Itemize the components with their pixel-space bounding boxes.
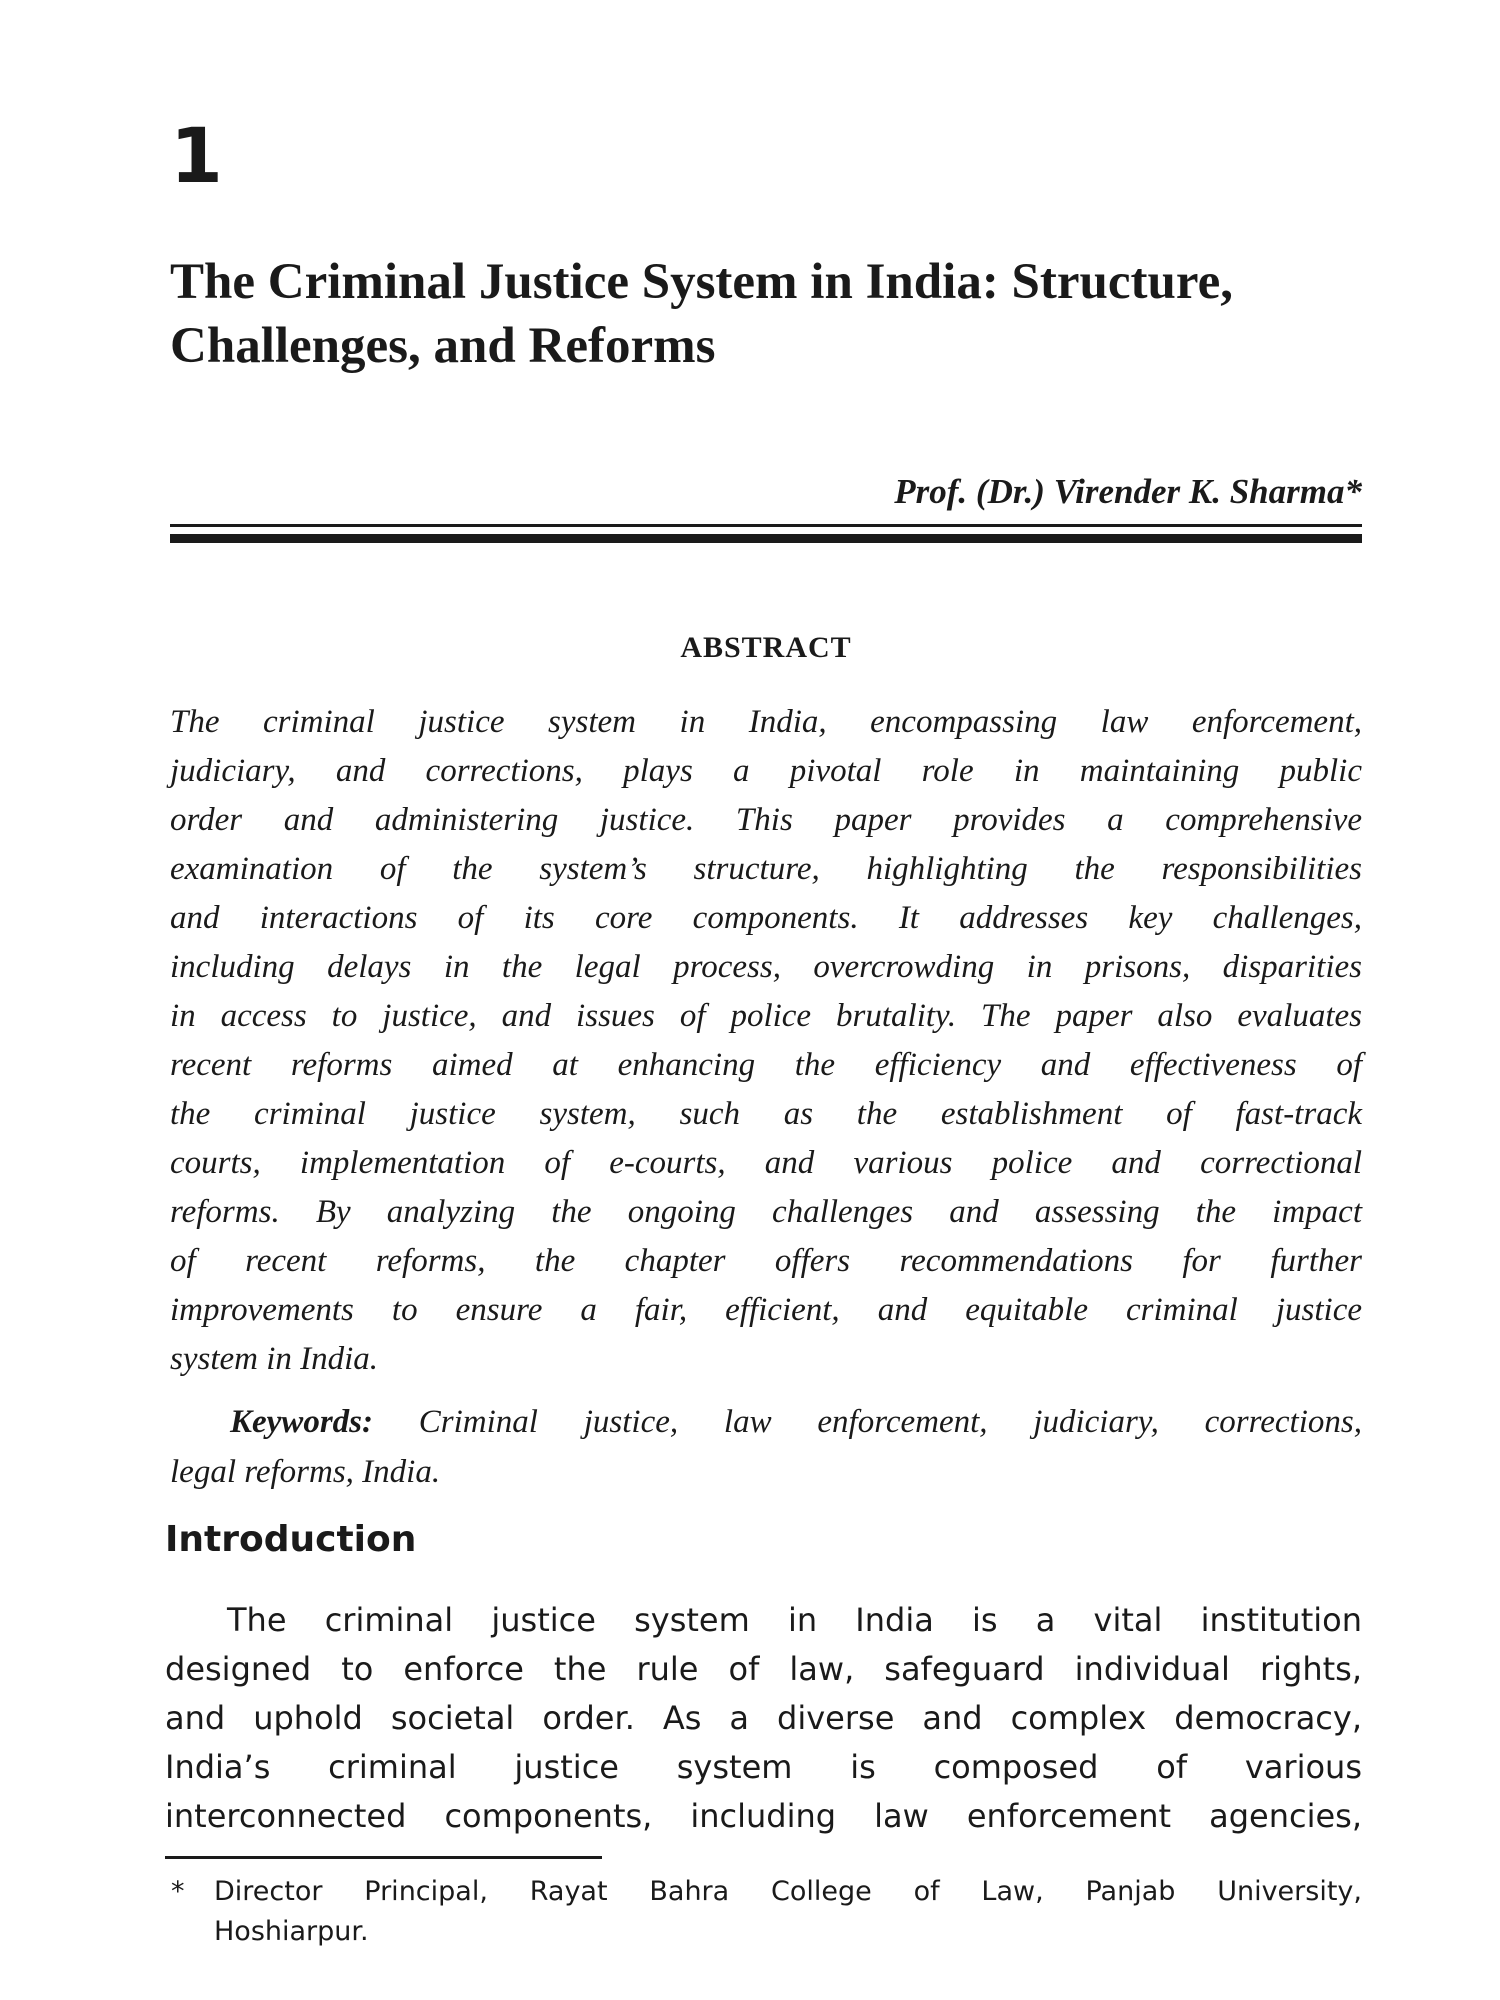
abstract-heading: ABSTRACT (680, 631, 852, 664)
keywords-text: Criminal justice, law enforcement, judiciary, corrections, (373, 1404, 1362, 1440)
abstract-line: of recent reforms, the chapter offers recommendations for further (170, 1243, 1362, 1279)
introduction-line: and uphold societal order. As a diverse and complex democracy, (165, 1699, 1362, 1737)
introduction-line: The criminal justice system in India is a vital institution (227, 1601, 1362, 1639)
introduction-line: India’s criminal justice system is composed of various (165, 1748, 1362, 1786)
introduction-line: interconnected components, including law enforcement agencies, (165, 1797, 1362, 1835)
abstract-line: improvements to ensure a fair, efficient, and equitable criminal justice (170, 1292, 1362, 1328)
footnote-rule (165, 1856, 602, 1859)
abstract-line: The criminal justice system in India, encompassing law enforcement, (170, 704, 1362, 740)
keywords (170, 1397, 1362, 1497)
author-name: Prof. (Dr.) Virender K. Sharma* (894, 472, 1362, 511)
keywords-line: legal reforms, India. (170, 1454, 441, 1490)
title-rule-thick (170, 534, 1362, 543)
keywords-label: Keywords: (230, 1404, 373, 1440)
chapter-number: 1 (170, 111, 223, 200)
abstract-line: in access to justice, and issues of police brutality. The paper also evaluates (170, 998, 1362, 1034)
abstract-line: the criminal justice system, such as the establishment of fast-track (170, 1096, 1362, 1132)
abstract-line: courts, implementation of e-courts, and various police and correctional (170, 1145, 1362, 1181)
abstract-body (170, 698, 1362, 1384)
chapter-title-line: Challenges, and Reforms (170, 318, 716, 374)
footnote-marker: * (171, 1876, 185, 1907)
abstract-line: reforms. By analyzing the ongoing challenges and assessing the impact (170, 1194, 1362, 1230)
abstract-line: examination of the system’s structure, highlighting the responsibilities (170, 851, 1362, 887)
footnote-line: Hoshiarpur. (214, 1916, 369, 1947)
introduction-body (165, 1596, 1362, 1841)
section-heading-introduction: Introduction (165, 1519, 417, 1560)
chapter-title-line: The Criminal Justice System in India: Structure, (170, 254, 1233, 310)
footnote-line: Director Principal, Rayat Bahra College of Law, Panjab University, (214, 1876, 1362, 1907)
abstract-line: judiciary, and corrections, plays a pivotal role in maintaining public (170, 753, 1362, 789)
abstract-line: and interactions of its core components. It addresses key challenges, (170, 900, 1362, 936)
title-rule-thin (170, 524, 1362, 527)
abstract-line: including delays in the legal process, overcrowding in prisons, disparities (170, 949, 1362, 985)
abstract-line: system in India. (170, 1341, 379, 1377)
keywords-line (170, 1397, 1362, 1447)
footnote-text (165, 1872, 1362, 1952)
introduction-line: designed to enforce the rule of law, safeguard individual rights, (165, 1650, 1362, 1688)
footnote (165, 1872, 1362, 1952)
abstract-line: order and administering justice. This paper provides a comprehensive (170, 802, 1362, 838)
chapter-title (170, 250, 1370, 378)
abstract-line: recent reforms aimed at enhancing the efficiency and effectiveness of (170, 1047, 1362, 1083)
